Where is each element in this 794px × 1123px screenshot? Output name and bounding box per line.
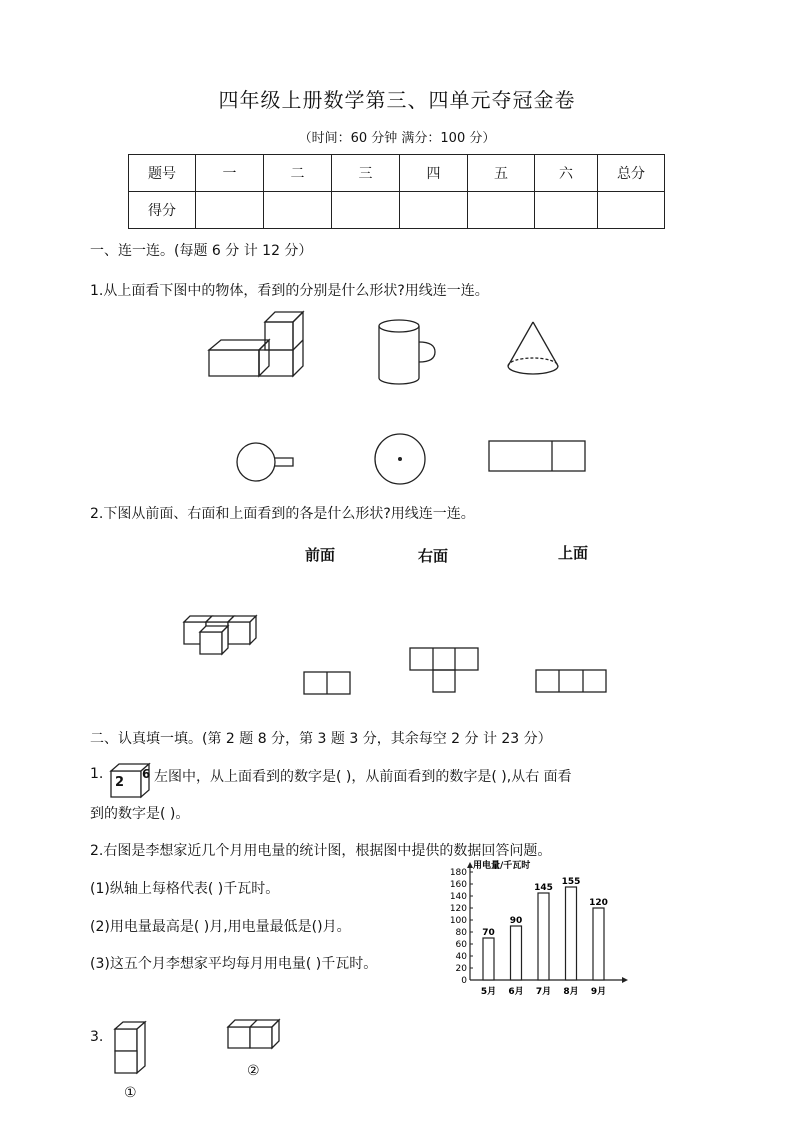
section1-heading: 一、连一连。(每题 6 分 计 12 分） [90,243,313,259]
question-1-2: 2.下图从前面、右面和上面看到的各是什么形状?用线连一连。 [90,506,475,522]
table-row-label: 得分 [129,192,196,229]
bar [511,926,522,980]
x-tick-label: 5月 [480,987,497,997]
data-label: 120 [589,898,608,908]
score-cell[interactable] [196,192,264,229]
y-tick-label: 60 [455,940,467,950]
table-header-cell: 四 [400,155,468,192]
data-label: 145 [534,883,553,893]
cube-side-number: 6 [142,767,151,781]
y-tick-label: 20 [455,964,467,974]
question-2-2-2: (2)用电量最高是( )月,用电量最低是()月。 [90,919,351,935]
l-shaped-solid-figure [205,310,305,380]
cube-cluster-figure [182,612,268,658]
side-by-side-cubes-figure [226,1018,282,1052]
question-2-3-number: 3. [90,1029,104,1045]
label-front: 前面 [305,546,336,564]
y-tick-label: 180 [449,868,467,878]
exam-info: （时间：60 分钟 满分：100 分） [298,131,496,146]
data-label: 90 [509,916,523,926]
x-tick-label: 9月 [590,987,607,997]
question-1-1: 1.从上面看下图中的物体，看到的分别是什么形状?用线连一连。 [90,283,489,299]
bar [538,893,549,980]
question-2-2-3: (3)这五个月李想家平均每月用电量( )千瓦时。 [90,956,378,972]
cube-front-number: 2 [115,775,125,790]
table-row [129,155,665,192]
bar [566,887,577,980]
three-square-view [535,668,609,696]
table-header-cell: 六 [535,155,598,192]
electricity-usage-bar-chart [440,862,630,1002]
y-tick-label: 80 [455,928,467,938]
y-tick-label: 160 [449,880,467,890]
score-cell[interactable] [598,192,665,229]
table-header-cell: 总分 [598,155,665,192]
score-table [128,154,665,229]
bar [483,938,494,980]
label-right: 右面 [418,547,449,565]
stacked-cubes-figure [113,1020,149,1078]
x-axis-arrow [622,977,628,983]
figure-label-1: ① [124,1085,137,1101]
cone-figure [505,320,565,382]
y-tick-label: 0 [461,976,467,986]
label-top: 上面 [558,544,589,562]
chart-y-label: 用电量/千瓦时 [473,861,531,871]
y-tick-label: 120 [449,904,467,914]
data-label: 70 [482,928,495,938]
section2-heading: 二、认真填一填。(第 2 题 8 分，第 3 题 3 分，其余每空 2 分 计 23 分） [90,731,552,747]
score-cell[interactable] [264,192,332,229]
x-tick-label: 7月 [535,987,552,997]
table-row [129,192,665,229]
score-cell[interactable] [535,192,598,229]
x-tick-label: 8月 [563,987,579,997]
figure-label-2: ② [247,1063,260,1079]
table-header-cell: 一 [196,155,264,192]
question-2-1-text: 左图中，从上面看到的数字是( )，从前面看到的数字是( ),从右 面看 [154,769,572,785]
bar [593,908,604,980]
data-label: 155 [561,877,581,887]
score-cell[interactable] [468,192,535,229]
score-cell[interactable] [332,192,400,229]
circle-with-handle-view [236,440,296,488]
y-tick-label: 140 [449,892,467,902]
question-2-1-number: 1. [90,766,104,782]
question-2-2-1: (1)纵轴上每格代表( )千瓦时。 [90,881,280,897]
table-header-cell: 二 [264,155,332,192]
rectangle-view [488,440,588,474]
table-header-cell: 题号 [129,155,196,192]
t-shape-view [409,646,483,696]
page-title: 四年级上册数学第三、四单元夺冠金卷 [218,88,576,112]
table-header-cell: 五 [468,155,535,192]
table-header-cell: 三 [332,155,400,192]
y-tick-label: 100 [449,916,467,926]
score-cell[interactable] [400,192,468,229]
question-2-2: 2.右图是李想家近几个月用电量的统计图，根据图中提供的数据回答问题。 [90,843,552,859]
y-tick-label: 40 [455,952,467,962]
two-square-view [303,671,353,697]
question-2-1-text-cont: 到的数字是( )。 [90,806,190,822]
circle-with-center-dot-view [374,433,428,487]
mug-figure [375,318,440,390]
x-tick-label: 6月 [508,987,524,997]
